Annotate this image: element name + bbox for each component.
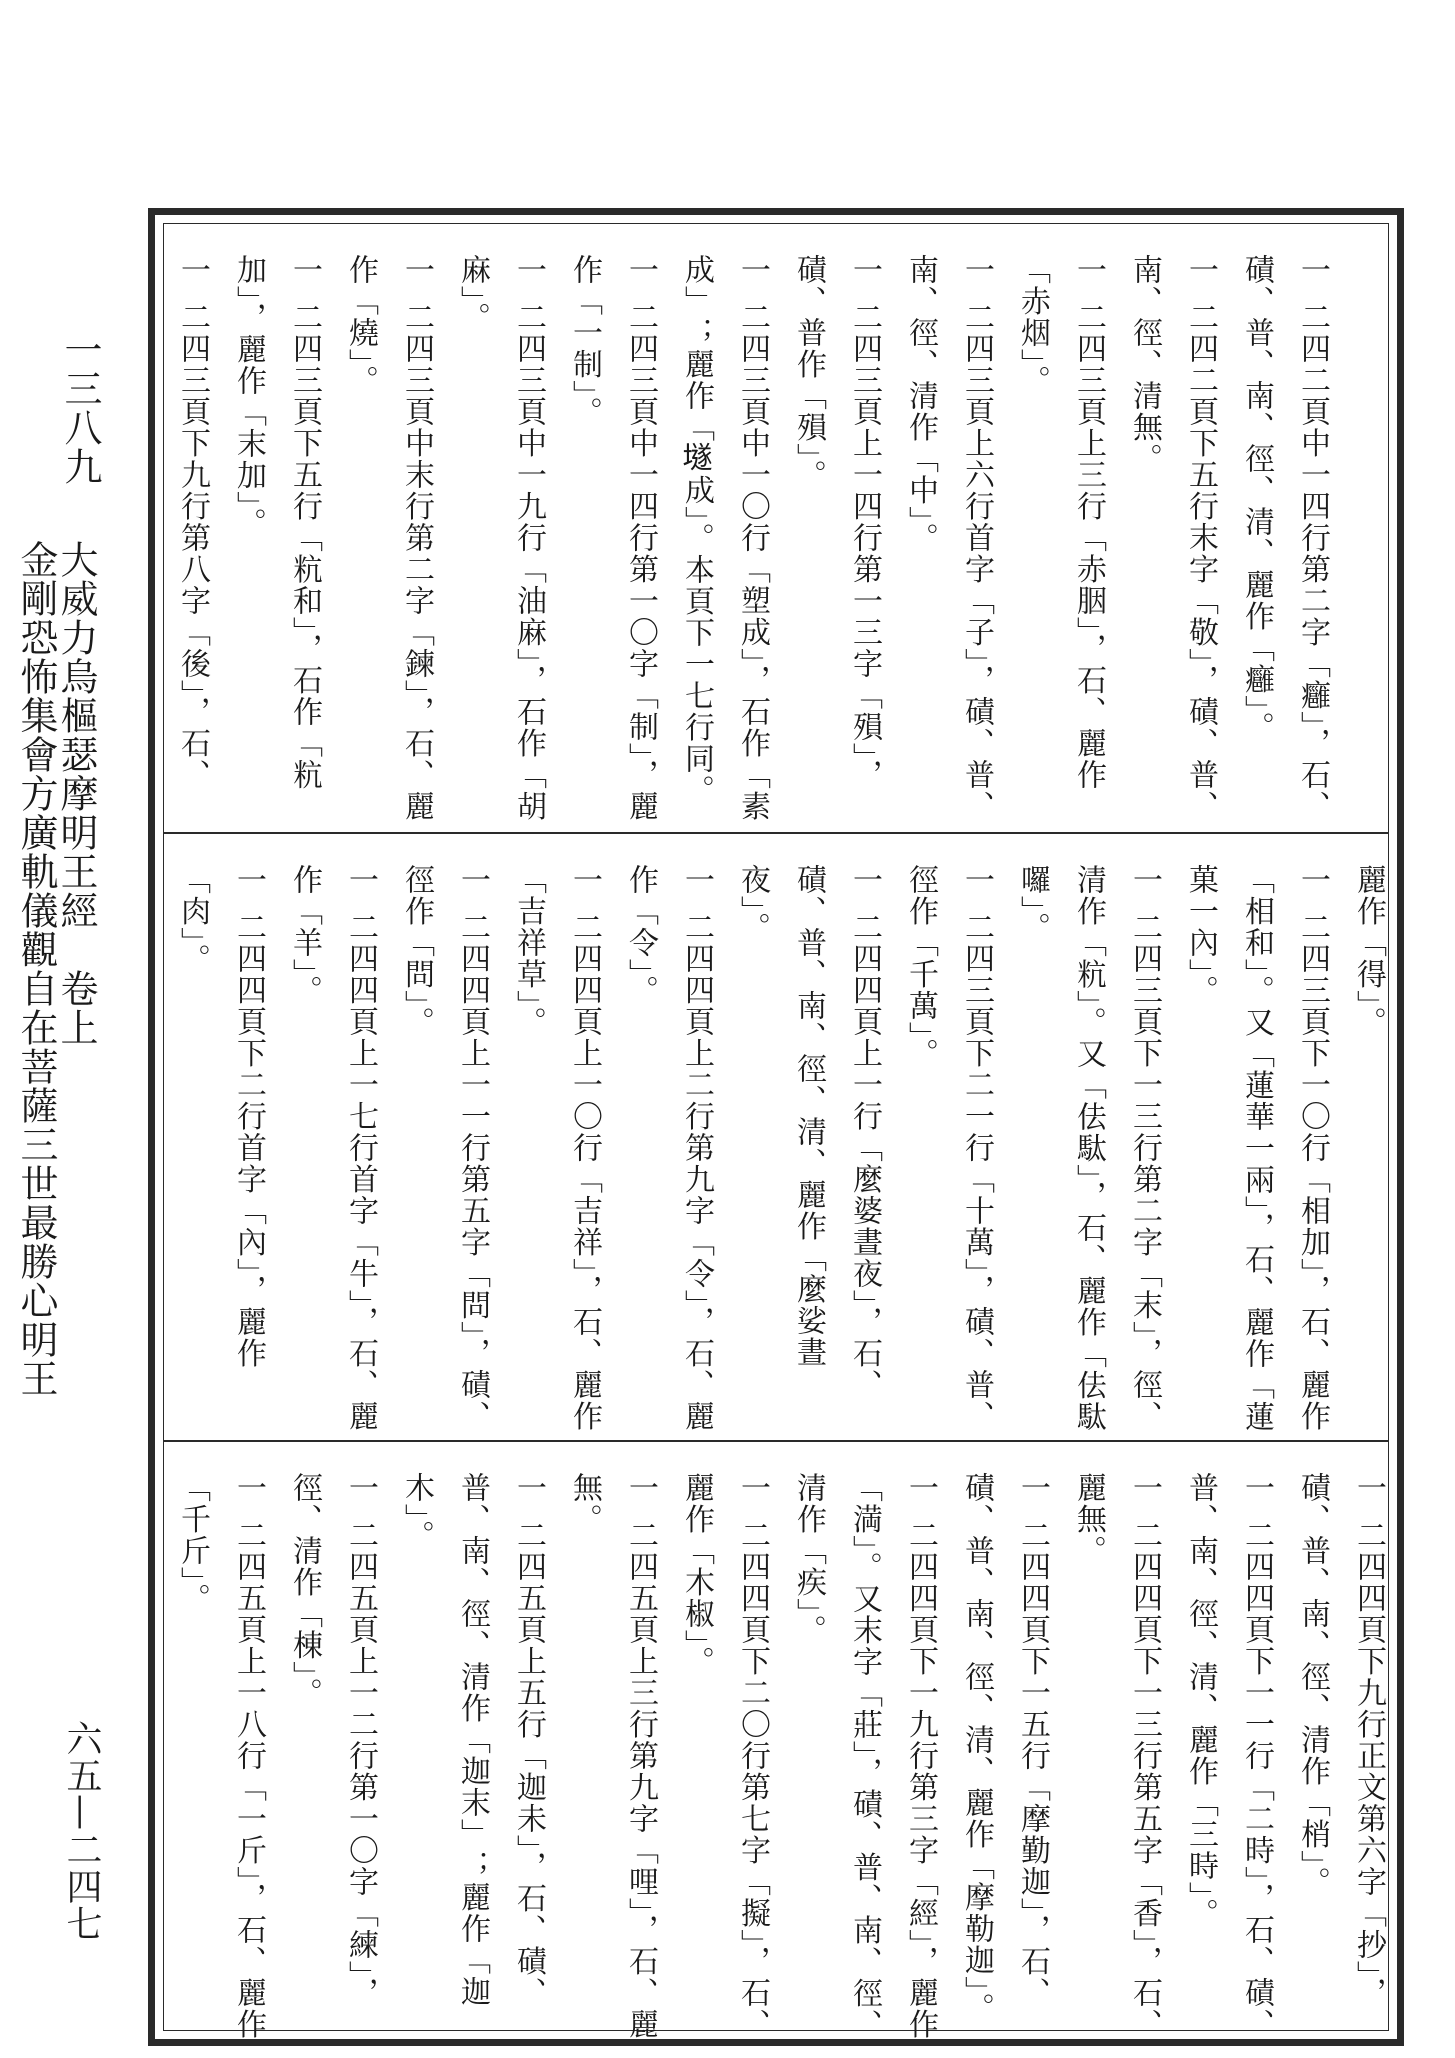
entry-text: 二四三頁下九行第八字「後」，石、 [175, 301, 210, 791]
entry-dash: 一 [343, 1472, 378, 1504]
collation-entry [500, 864, 612, 1442]
collation-entry [1172, 864, 1340, 1442]
entry-dash: 一 [623, 254, 658, 286]
entry-dash: 一 [1127, 864, 1162, 896]
page-reference: 六五—二四七 [61, 1720, 102, 1942]
entry-dash: 一 [1295, 254, 1330, 286]
collation-entry [1340, 864, 1388, 1442]
entry-dash: 一 [231, 864, 266, 896]
collation-entry [1172, 1472, 1284, 2048]
entry-text: 二四四頁下一五行「摩勤迦」，石、磧、普、南、徑、清、麗作「摩勒迦」。 [959, 1472, 1050, 2024]
collation-entry [780, 1472, 948, 2048]
collation-entry [668, 254, 780, 832]
entry-dash: 一 [1015, 1472, 1050, 1504]
collation-entry [388, 1472, 556, 2048]
collation-entry [892, 254, 1004, 832]
entry-dash: 一 [1183, 254, 1218, 286]
sutra-title: 金剛恐怖集會方廣軌儀觀自在菩薩三世最勝心明王 [14, 540, 58, 1398]
collation-entry [164, 864, 276, 1442]
entry-dash: 一 [1127, 1472, 1162, 1504]
entry-text: 二四三頁中一九行「油麻」，石作「胡麻」。 [455, 254, 546, 822]
collation-entry [1116, 254, 1228, 832]
collation-entry [780, 254, 892, 832]
entry-text: 二四四頁上一〇行「吉祥」，石、麗作「吉祥草」。 [511, 864, 602, 1432]
collation-entry [1004, 864, 1172, 1442]
entry-text: 二四五頁上五行「迦未」，石、磧、普、南、徑、清作「迦末」；麗作「迦木」。 [399, 1472, 546, 2009]
collation-entry [612, 864, 724, 1442]
entry-text: 麗作「得」。 [1351, 864, 1386, 1038]
collation-entry [1004, 254, 1116, 832]
collation-band-bottom [164, 1440, 1388, 2048]
collation-entry [556, 1472, 668, 2048]
collation-frame-inner [163, 223, 1389, 2041]
volume-label: 大威力烏樞瑟摩明王經 卷上 [54, 540, 98, 1047]
collation-entry [724, 864, 892, 1442]
entry-dash: 一 [679, 864, 714, 896]
entry-dash: 一 [175, 254, 210, 286]
entry-dash: 一 [1295, 864, 1330, 896]
collation-entry [1284, 1472, 1388, 2048]
entry-dash: 一 [735, 1472, 770, 1504]
entry-text: 二四三頁中一〇行「塑成」，石作「素成」；麗作「𡑞成」。本頁下一七行同。 [679, 254, 770, 822]
collation-entry [1228, 254, 1340, 832]
entry-text: 二四四頁上一七行首字「牛」，石、麗作「羊」。 [287, 864, 378, 1432]
entry-text: 二四四頁下一一行「二時」，石、磧、普、南、徑、清、麗作「三時」。 [1183, 1472, 1274, 2040]
collation-entry [164, 1472, 276, 2048]
collation-entry [1060, 1472, 1172, 2048]
entry-dash: 一 [511, 1472, 546, 1504]
entry-text: 二四四頁下一九行第三字「經」，麗作「満」。又末字「莊」，磧、普、南、徑、清作「疾」。 [791, 1472, 938, 2041]
entry-text: 二四三頁上三行「赤胭」，石、麗作「赤烟」。 [1015, 254, 1106, 791]
entry-text: 二四五頁上一八行「一斤」，石、麗作「千斤」。 [175, 1472, 266, 2040]
collation-entry [164, 254, 220, 832]
collation-entry [668, 1472, 780, 2048]
entry-text: 二四三頁上六行首字「子」，磧、普、南、徑、清作「中」。 [903, 254, 994, 822]
collation-entry [948, 1472, 1060, 2048]
entry-text: 二四五頁上三行第九字「哩」，石、麗無。 [567, 1472, 658, 2040]
entry-text: 二四四頁上一行「麼婆晝夜」，石、磧、普、南、徑、清、麗作「麼娑晝夜」。 [735, 864, 882, 1401]
entry-dash: 一 [1071, 254, 1106, 286]
entry-text: 二四二頁中一四行第二字「癰」，石、磧、普、南、徑、清、麗作「癰」。 [1239, 254, 1330, 822]
entry-text: 二四二頁下五行末字「敬」，磧、普、南、徑、清無。 [1127, 254, 1218, 822]
collation-frame [148, 208, 1404, 2046]
entry-dash: 一 [959, 864, 994, 896]
collation-entry [332, 254, 444, 832]
entry-dash: 一 [847, 864, 882, 896]
entry-text: 二四三頁下二一行「十萬」，磧、普、徑作「千萬」。 [903, 864, 994, 1432]
entry-list [164, 224, 1354, 832]
entry-dash: 一 [567, 864, 602, 896]
entry-text: 二四三頁中末行第二字「鍊」，石、麗作「燒」。 [343, 254, 434, 822]
entry-dash: 一 [231, 1472, 266, 1504]
collation-entry [444, 254, 556, 832]
entry-dash: 一 [735, 254, 770, 286]
collation-entry [388, 864, 500, 1442]
entry-dash: 一 [959, 254, 994, 286]
entry-text: 二四四頁下二〇行第七字「擬」，石、麗作「木椒」。 [679, 1472, 770, 2040]
entry-list [164, 1442, 1388, 2048]
volume-number: 一三八九 [58, 330, 102, 486]
entry-text: 二四四頁下二行首字「內」，麗作「肉」。 [175, 864, 266, 1369]
collation-band-middle [164, 832, 1388, 1442]
entry-dash: 一 [847, 254, 882, 286]
entry-dash: 一 [343, 864, 378, 896]
entry-text: 二四四頁上一一行第五字「問」，磧、徑作「問」。 [399, 864, 490, 1432]
entry-text: 二四五頁上一二行第一〇字「練」，徑、清作「棟」。 [287, 1472, 378, 2009]
collation-entry [276, 1472, 388, 2048]
entry-dash: 一 [511, 254, 546, 286]
entry-dash: 一 [1351, 1472, 1386, 1504]
entry-dash: 一 [455, 864, 490, 896]
collation-entry [276, 864, 388, 1442]
entry-dash: 一 [623, 1472, 658, 1504]
entry-list [164, 834, 1388, 1442]
entry-text: 二四四頁下九行正文第六字「抄」，磧、普、南、徑、清作「梢」。 [1295, 1472, 1386, 2009]
entry-dash: 一 [903, 1472, 938, 1504]
entry-text: 二四三頁下一三行第二字「末」，徑、清作「粇」。又「佉駄」，石、麗作「佉駄囉」。 [1015, 864, 1162, 1433]
collation-entry [556, 254, 668, 832]
entry-text: 二四四頁上二行第九字「令」，石、麗作「令」。 [623, 864, 714, 1432]
entry-text: 二四三頁下五行「粇和」，石作「粇加」，麗作「末加」。 [231, 254, 322, 791]
collation-band-top [164, 224, 1388, 832]
entry-text: 二四四頁下一三行第五字「香」，石、麗無。 [1071, 1472, 1162, 2040]
entry-text: 二四三頁下一〇行「相加」，石、麗作「相和」。又「蓮華一兩」，石、麗作「蓮菓一內」。 [1183, 864, 1330, 1433]
entry-dash: 一 [399, 254, 434, 286]
collation-entry [220, 254, 332, 832]
entry-dash: 一 [287, 254, 322, 286]
entry-text: 二四三頁中一四行第一〇字「制」，麗作「一制」。 [567, 254, 658, 822]
entry-text: 二四三頁上一四行第一三字「殞」，磧、普作「殞」。 [791, 254, 882, 791]
entry-dash: 一 [1239, 1472, 1274, 1504]
collation-entry [892, 864, 1004, 1442]
